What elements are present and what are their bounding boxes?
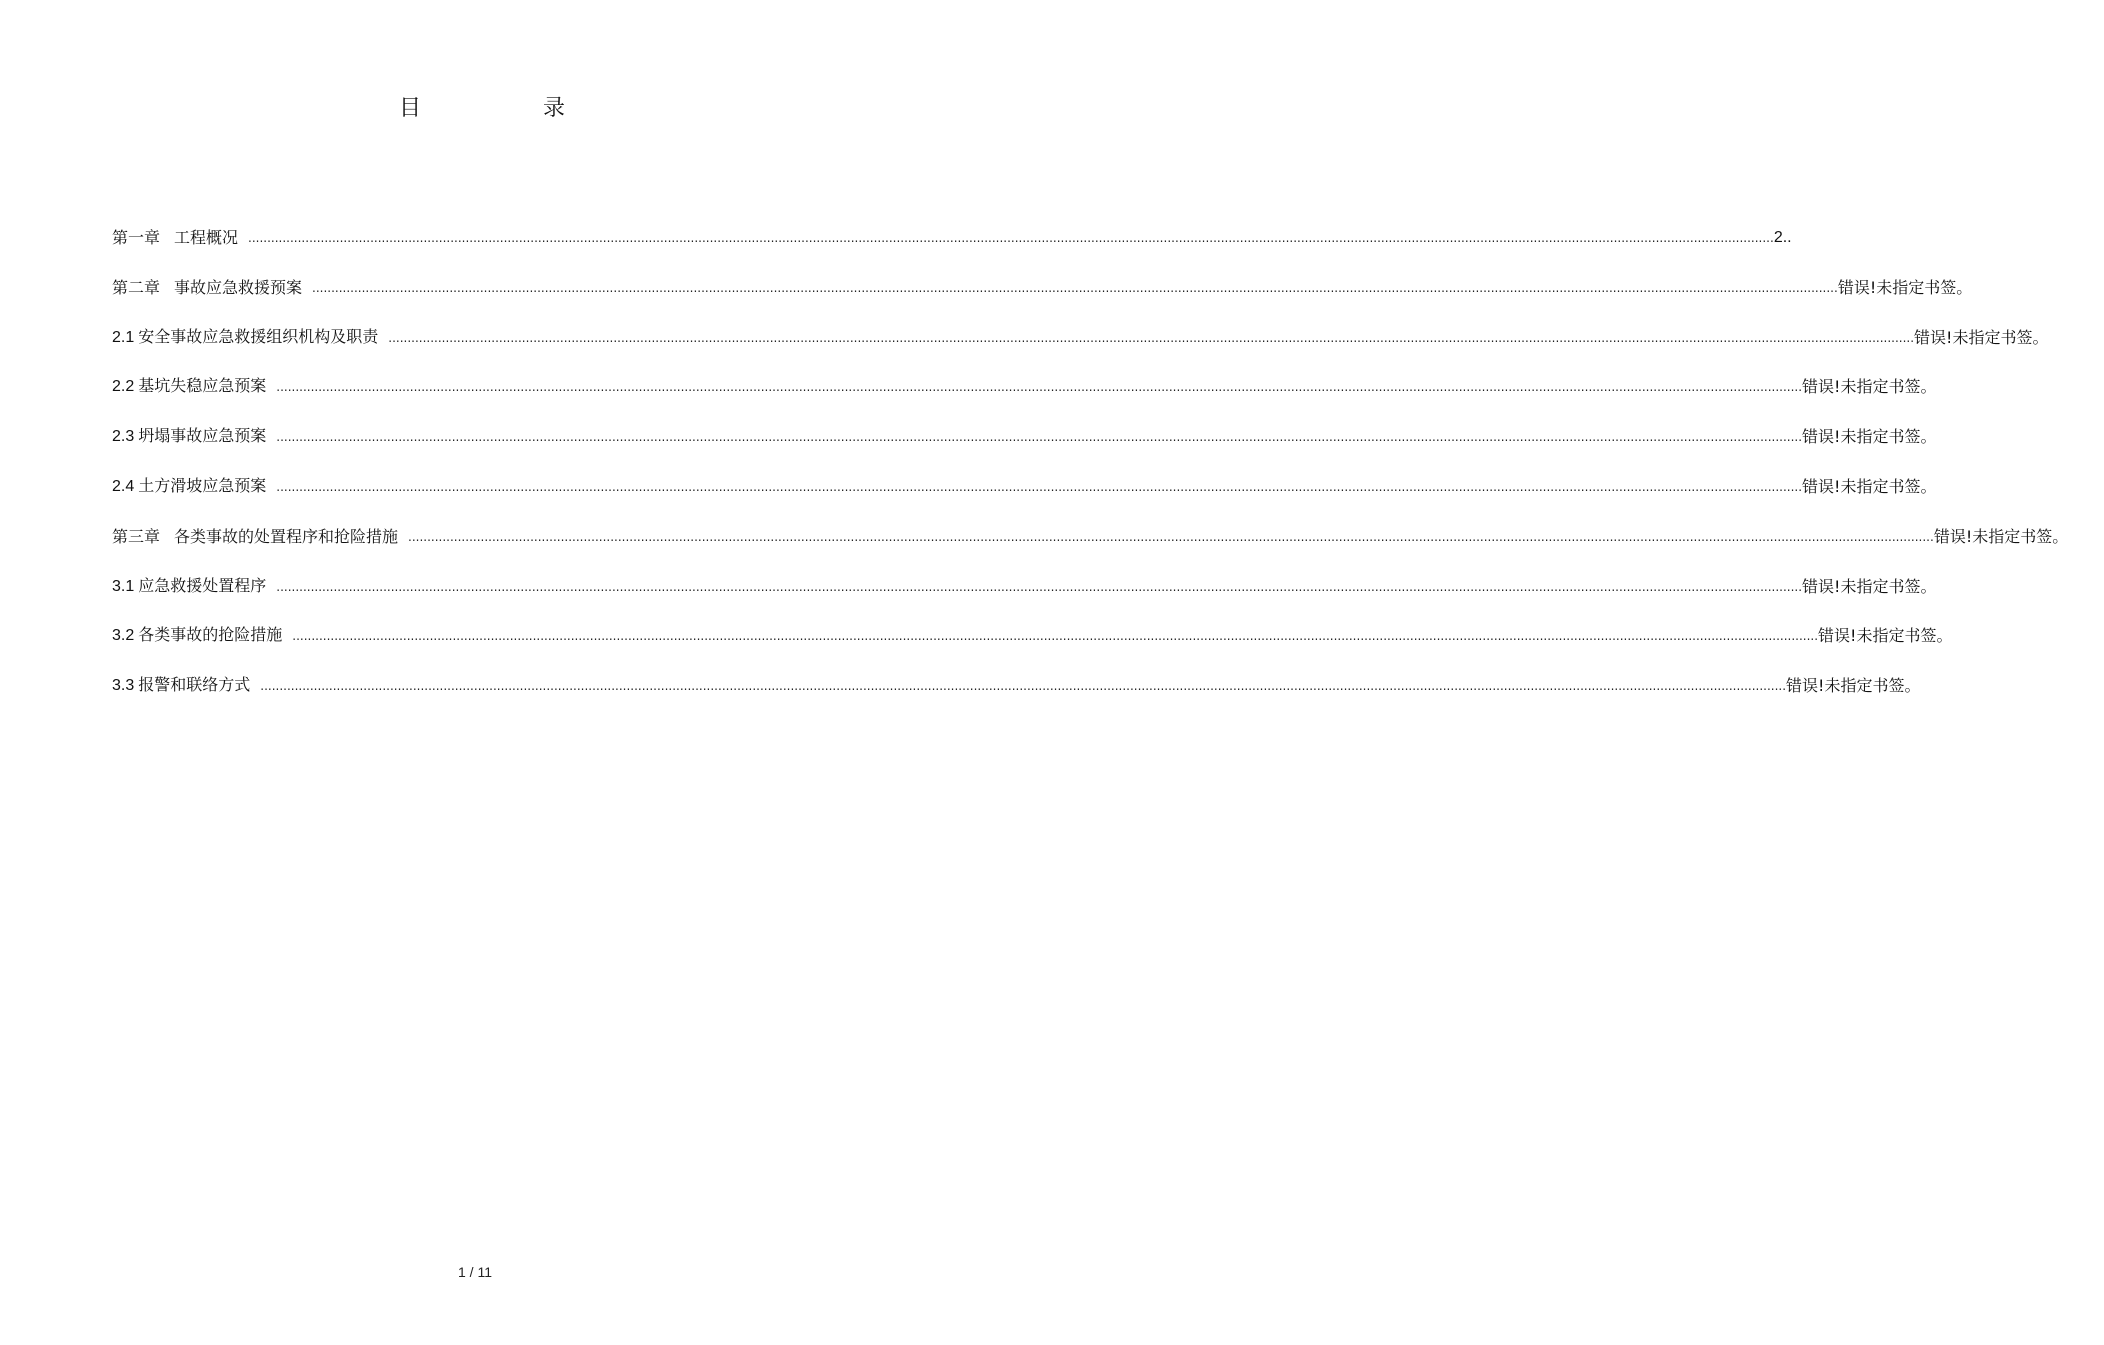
page-indicator: 1 / 11 xyxy=(458,1264,492,1280)
toc-leader-dots: ................................................................................................................................................................................................................................................................................................................................................................................................................ xyxy=(248,231,1774,245)
toc-section-number: 2.3 xyxy=(112,428,135,446)
table-of-contents xyxy=(112,224,2069,722)
toc-entry-text: 安全事故应急救援组织机构及职责 xyxy=(138,326,379,346)
toc-entry-text: 坍塌事故应急预案 xyxy=(138,426,267,446)
toc-page-ref: 错误!未指定书签。 xyxy=(1914,327,2049,347)
toc-entry-3-2[interactable] xyxy=(112,622,1953,649)
toc-section-number: 2.2 xyxy=(112,378,135,396)
toc-section-number: 3.2 xyxy=(112,627,135,645)
toc-entry-label xyxy=(112,274,312,301)
toc-entry-2-1[interactable] xyxy=(112,324,2049,351)
toc-entry-2-4[interactable] xyxy=(112,473,1937,500)
toc-entry-label xyxy=(112,671,260,699)
toc-entry-text: 各类事故的处置程序和抢险措施 xyxy=(174,526,399,546)
toc-page-ref: 错误!未指定书签。 xyxy=(1786,676,1921,696)
toc-entry-label xyxy=(112,372,276,400)
toc-page-ref: 错误!未指定书签。 xyxy=(1802,476,1937,496)
toc-entry-label xyxy=(112,422,276,450)
toc-leader-dots: ................................................................................................................................................................................................................................................................................................................................................................................................................ xyxy=(312,280,1838,295)
toc-entry-text: 各类事故的抢险措施 xyxy=(138,625,283,645)
toc-chapter: 第二章 xyxy=(112,277,161,297)
toc-entry-chapter-1[interactable] xyxy=(112,224,1792,251)
toc-entry-text: 土方滑坡应急预案 xyxy=(138,475,267,495)
toc-entry-label xyxy=(112,572,276,600)
toc-title-char-2: 录 xyxy=(543,96,566,121)
toc-page-ref: 2.. xyxy=(1773,229,1792,246)
toc-section-number: 3.1 xyxy=(112,577,135,595)
toc-section-number: 3.3 xyxy=(112,677,135,695)
toc-leader-dots: ................................................................................................................................................................................................................................................................................................................................................................................................................ xyxy=(292,629,1819,644)
toc-entry-text: 基坑失稳应急预案 xyxy=(138,376,267,396)
toc-section-number: 2.4 xyxy=(112,477,135,495)
toc-section-number: 2.1 xyxy=(112,328,135,346)
toc-entry-label xyxy=(112,472,276,500)
toc-chapter: 第一章 xyxy=(112,228,161,247)
toc-entry-label xyxy=(112,224,248,251)
toc-chapter: 第三章 xyxy=(112,526,161,546)
toc-title-char-1: 目 xyxy=(399,96,422,121)
toc-page-ref: 错误!未指定书签。 xyxy=(1933,526,2069,546)
toc-leader-dots: ................................................................................................................................................................................................................................................................................................................................................................................................................ xyxy=(276,380,1803,395)
toc-leader-dots: ................................................................................................................................................................................................................................................................................................................................................................................................................ xyxy=(408,529,1934,544)
toc-leader-dots: ................................................................................................................................................................................................................................................................................................................................................................................................................ xyxy=(260,679,1787,694)
toc-entry-text: 应急救援处置程序 xyxy=(138,575,267,595)
toc-entry-text: 工程概况 xyxy=(174,228,239,247)
toc-entry-chapter-2[interactable] xyxy=(112,274,1973,301)
toc-entry-3-1[interactable] xyxy=(112,573,1937,600)
toc-page-ref: 错误!未指定书签。 xyxy=(1837,277,1973,297)
toc-leader-dots: ................................................................................................................................................................................................................................................................................................................................................................................................................ xyxy=(276,430,1803,445)
toc-entry-chapter-3[interactable] xyxy=(112,523,2069,550)
toc-page-ref: 错误!未指定书签。 xyxy=(1802,377,1937,397)
toc-entry-3-3[interactable] xyxy=(112,672,1921,699)
toc-leader-dots: ................................................................................................................................................................................................................................................................................................................................................................................................................ xyxy=(276,579,1803,594)
toc-entry-label xyxy=(112,523,408,550)
toc-entry-text: 报警和联络方式 xyxy=(138,675,251,695)
toc-title xyxy=(0,92,950,126)
toc-entry-2-3[interactable] xyxy=(112,423,1937,450)
toc-entry-label xyxy=(112,323,388,351)
toc-entry-2-2[interactable] xyxy=(112,373,1937,400)
toc-page-ref: 错误!未指定书签。 xyxy=(1802,427,1937,447)
toc-page-ref: 错误!未指定书签。 xyxy=(1802,576,1937,596)
toc-leader-dots: ................................................................................................................................................................................................................................................................................................................................................................................................................ xyxy=(276,479,1803,494)
toc-entry-text: 事故应急救援预案 xyxy=(174,277,303,297)
toc-page-ref: 错误!未指定书签。 xyxy=(1818,626,1953,646)
toc-entry-label xyxy=(112,621,292,649)
toc-leader-dots: ................................................................................................................................................................................................................................................................................................................................................................................................................ xyxy=(388,330,1915,345)
